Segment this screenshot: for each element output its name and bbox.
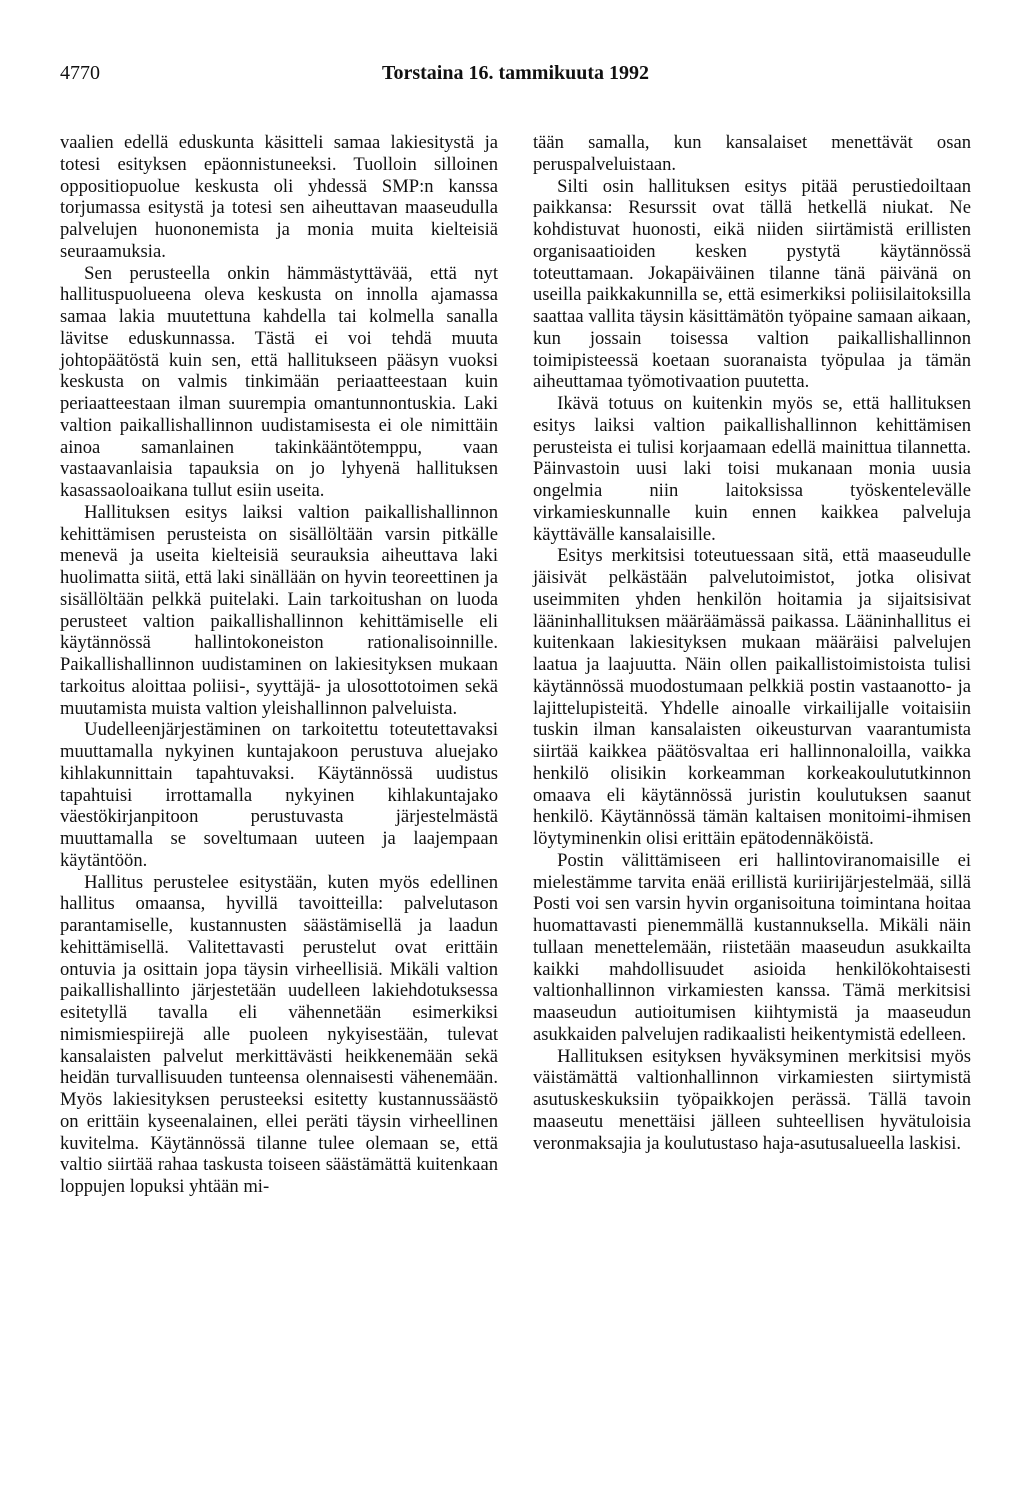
- right-column: [533, 132, 971, 1154]
- paragraph: tään samalla, kun kansalaiset menettävät osan peruspalveluistaan.: [533, 132, 971, 175]
- paragraph: Silti osin hallituksen esitys pitää perustiedoiltaan paikkansa: Resurssit ovat tällä hetkellä niukat. Ne kohdistuvat huonosti, eikä niiden siirtämistä erillisten organisaatioiden kesken pystytä käytännössä toteuttamaan. Jokapäiväinen tilanne tänä päivänä on useilla paikkakunnilla se, että esimerkiksi poliisilaitoksilla saattaa vallita täysin käsittämätön työpaine samaan aikaan, kun jossain toisessa valtion paikallishallinnon toimipisteessä koetaan suoranaista työpulaa ja tämän aiheuttamaa työmotivaation puutetta.: [533, 175, 971, 393]
- paragraph: Esitys merkitsisi toteutuessaan sitä, että maaseudulle jäisivät pelkästään palvelutoimistot, jotka olisivat useimmiten yhden henkilön hoitamia ja sijaitsisivat lääninhallituksen määräämässä paikassa. Lääninhallitus ei kuitenkaan lakiesityksen mukaan määräisi palvelujen laatua ja laajuutta. Näin ollen paikallistoimistoista tulisi käytännössä muodostumaan pelkkiä postin vastaanotto- ja lajittelupisteitä. Yhdelle ainoalle virkailijalle voitaisiin tuskin ilman kansalaisten oikeusturvan vaarantumista siirtää kaikkea päätösvaltaa eri hallinnonaloilla, vaikka henkilö olisikin korkeamman korkeakoulututkinnon omaava eli käytännössä juristin koulutuksen saanut henkilö. Käytännössä tämän kaltaisen monitoimi-ihmisen löytyminenkin olisi erittäin epätodennäköistä.: [533, 545, 971, 849]
- page-header: [60, 62, 971, 92]
- page-number: 4770: [60, 62, 100, 84]
- paragraph: Postin välittämiseen eri hallintoviranomaisille ei mielestämme tarvita enää erillistä kuriirijärjestelmää, sillä Posti voi sen varsin hyvin organisoituna toimintana hoitaa huomattavasti pienemmällä kustannuksella. Mikäli näin tullaan menettelemään, riistetään maaseudun asukkailta kaikki mahdollisuudet asioida henkilökohtaisesti valtionhallinnon virkamiesten kanssa. Tämä merkitsisi maaseudun autioitumisen kiihtymistä ja maaseudun asukkaiden palvelujen radikaalisti heikentymistä edelleen.: [533, 849, 971, 1045]
- paragraph: Sen perusteella onkin hämmästyttävää, että nyt hallituspuolueena oleva keskusta on innolla ajamassa samaa lakia muutettuna kahdella tai kolmella sanalla lävitse eduskunnassa. Tästä ei voi tehdä muuta johtopäätöstä kuin sen, että hallitukseen pääsyn vuoksi keskusta on valmis tinkimään periaatteestaan kuin periaatteestaan ilman suurempia omantunnontuskia. Laki valtion paikallishallinnon uudistamisesta ei ole nimittäin ainoa samanlainen takinkääntötemppu, vaan vastaavanlaisia tapauksia on jo lyhyenä hallituksen kasassaoloaikana tullut esiin useita.: [60, 262, 498, 501]
- running-head: Torstaina 16. tammikuuta 1992: [381, 62, 650, 84]
- paragraph: Uudelleenjärjestäminen on tarkoitettu toteutettavaksi muuttamalla nykyinen kuntajakoon perustuva aluejako kihlakunnittain tapahtuvaksi. Käytännössä uudistus tapahtuisi irrottamalla nykyinen kihlakuntajako väestökirjanpitoon perustuvasta järjestelmästä muuttamalla se soveltumaan uuteen ja laajempaan käytäntöön.: [60, 719, 498, 871]
- left-column: [60, 132, 498, 1198]
- paragraph: Hallitus perustelee esitystään, kuten myös edellinen hallitus omaansa, hyvillä tavoitteilla: palvelutason parantamiselle, kustannusten säästämisellä ja laadun kehittämisellä. Valitettavasti perustelut ovat erittäin ontuvia ja osittain jopa täysin virheellisiä. Mikäli valtion paikallishallinto järjestetään uudelleen lakiehdotuksessa esitetyllä tavalla eli vähennetään esimerkiksi nimismiespiirejä alle puoleen nykyisestään, tulevat kansalaisten palvelut merkittävästi heikkenemään sekä heidän turvallisuuden tunteensa olennaisesti vähenemään. Myös lakiesityksen perusteeksi esitetty kustannussäästö on erittäin kyseenalainen, ellei peräti täysin virheellinen kuvitelma. Käytännössä tilanne tulee olemaan se, että valtio siirtää rahaa taskusta toiseen säästämättä kuitenkaan loppujen lopuksi yhtään mi-: [60, 871, 498, 1197]
- paragraph: vaalien edellä eduskunta käsitteli samaa lakiesitystä ja totesi esityksen epäonnistuneeksi. Tuolloin silloinen oppositiopuolue keskusta oli yhdessä SMP:n kanssa torjumassa esitystä ja totesi sen aiheuttavan maaseudulla palvelujen huononemista ja monia muita kielteisiä seuraamuksia.: [60, 132, 498, 262]
- paragraph: Ikävä totuus on kuitenkin myös se, että hallituksen esitys laiksi valtion paikallishallinnon kehittämisen perusteista ei tulisi korjaamaan edellä mainittua tilannetta. Päinvastoin uusi laki toisi mukanaan monia uusia ongelmia niin laitoksissa työskentelevälle virkamieskunnalle kuin ennen kaikkea palveluja käyttävälle kansalaisille.: [533, 393, 971, 545]
- paragraph: Hallituksen esitys laiksi valtion paikallishallinnon kehittämisen perusteista on sisällöltään varsin pitkälle menevä ja useita kielteisiä seurauksia aiheuttava laki huolimatta siitä, että laki sinällään on hyvin teoreettinen ja sisällöltään pelkkä puitelaki. Lain tarkoitushan on luoda perusteet valtion paikallishallinnon kehittämiselle eli käytännössä hallintokoneiston rationalisoinnille. Paikallishallinnon uudistaminen on lakiesityksen mukaan tarkoitus aloittaa poliisi-, syyttäjä- ja ulosottotoimen sekä muutamista muista valtion yleishallinnon palveluista.: [60, 501, 498, 719]
- paragraph: Hallituksen esityksen hyväksyminen merkitsisi myös väistämättä valtionhallinnon virkamiesten siirtymistä asutuskeskuksiin työpaikkojen perässä. Tällä tavoin maaseutu menettäisi jälleen suhteellisen hyvätuloisia veronmaksajia ja koulutustaso haja-asutusalueella laskisi.: [533, 1045, 971, 1154]
